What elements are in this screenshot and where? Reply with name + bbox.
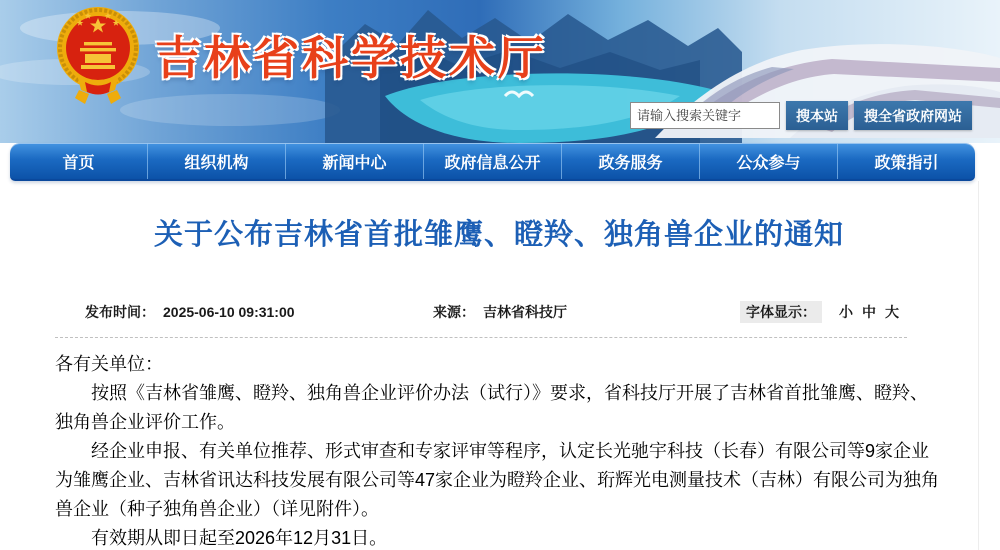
font-size-control bbox=[740, 302, 899, 322]
salutation: 各有关单位： bbox=[55, 354, 163, 374]
main-nav bbox=[10, 143, 975, 181]
publish-time-value: 2025-06-10 09:31:00 bbox=[163, 304, 295, 320]
publish-time bbox=[85, 302, 295, 322]
nav-item-news[interactable]: 新闻中心 bbox=[285, 143, 423, 179]
nav-item-gov-info[interactable]: 政府信息公开 bbox=[423, 143, 561, 179]
font-size-label: 字体显示： bbox=[740, 301, 822, 323]
article-content bbox=[0, 181, 979, 550]
source-value: 吉林省科技厅 bbox=[483, 304, 567, 320]
paragraph: 按照《吉林省雏鹰、瞪羚、独角兽企业评价办法（试行）》要求，省科技厅开展了吉林省首批雏鹰、瞪羚、独角兽企业评价工作。 bbox=[55, 383, 928, 432]
font-size-small-button[interactable]: 小 bbox=[839, 304, 853, 320]
nav-item-home[interactable]: 首页 bbox=[62, 154, 95, 172]
national-emblem-icon bbox=[55, 4, 141, 106]
paragraph: 有效期从即日起至2026年12月31日。 bbox=[91, 528, 388, 548]
nav-item-organization[interactable]: 组织机构 bbox=[147, 143, 285, 179]
article-meta bbox=[0, 302, 978, 322]
search-input[interactable] bbox=[630, 102, 780, 129]
nav-item-participation[interactable]: 公众参与 bbox=[699, 143, 837, 179]
site-title: 吉林省科学技术厅 bbox=[155, 32, 547, 84]
dashed-divider bbox=[55, 337, 907, 338]
nav-item-policy[interactable]: 政策指引 bbox=[837, 143, 975, 179]
paragraph: 经企业申报、有关单位推荐、形式审查和专家评审等程序，认定长光驰宇科技（长春）有限公司等9家企业为雏鹰企业、吉林省讯达科技发展有限公司等47家企业为瞪羚企业、珩辉光电测量技术（吉林）有限公司为独角兽企业（种子独角兽企业）（详见附件）。 bbox=[55, 441, 940, 519]
nav-item-services[interactable]: 政务服务 bbox=[561, 143, 699, 179]
article-body bbox=[55, 350, 943, 550]
site-header bbox=[0, 0, 1000, 143]
article-source bbox=[433, 302, 567, 322]
site-brand bbox=[55, 4, 547, 106]
article-title: 关于公布吉林省首批雏鹰、瞪羚、独角兽企业的通知 bbox=[153, 219, 844, 251]
publish-time-label: 发布时间： bbox=[85, 304, 155, 320]
search-site-button[interactable]: 搜本站 bbox=[786, 101, 848, 130]
font-size-medium-button[interactable]: 中 bbox=[862, 304, 876, 320]
font-size-large-button[interactable]: 大 bbox=[885, 304, 899, 320]
search-bar bbox=[630, 101, 972, 130]
search-gov-button[interactable]: 搜全省政府网站 bbox=[854, 101, 972, 130]
source-label: 来源： bbox=[433, 304, 475, 320]
